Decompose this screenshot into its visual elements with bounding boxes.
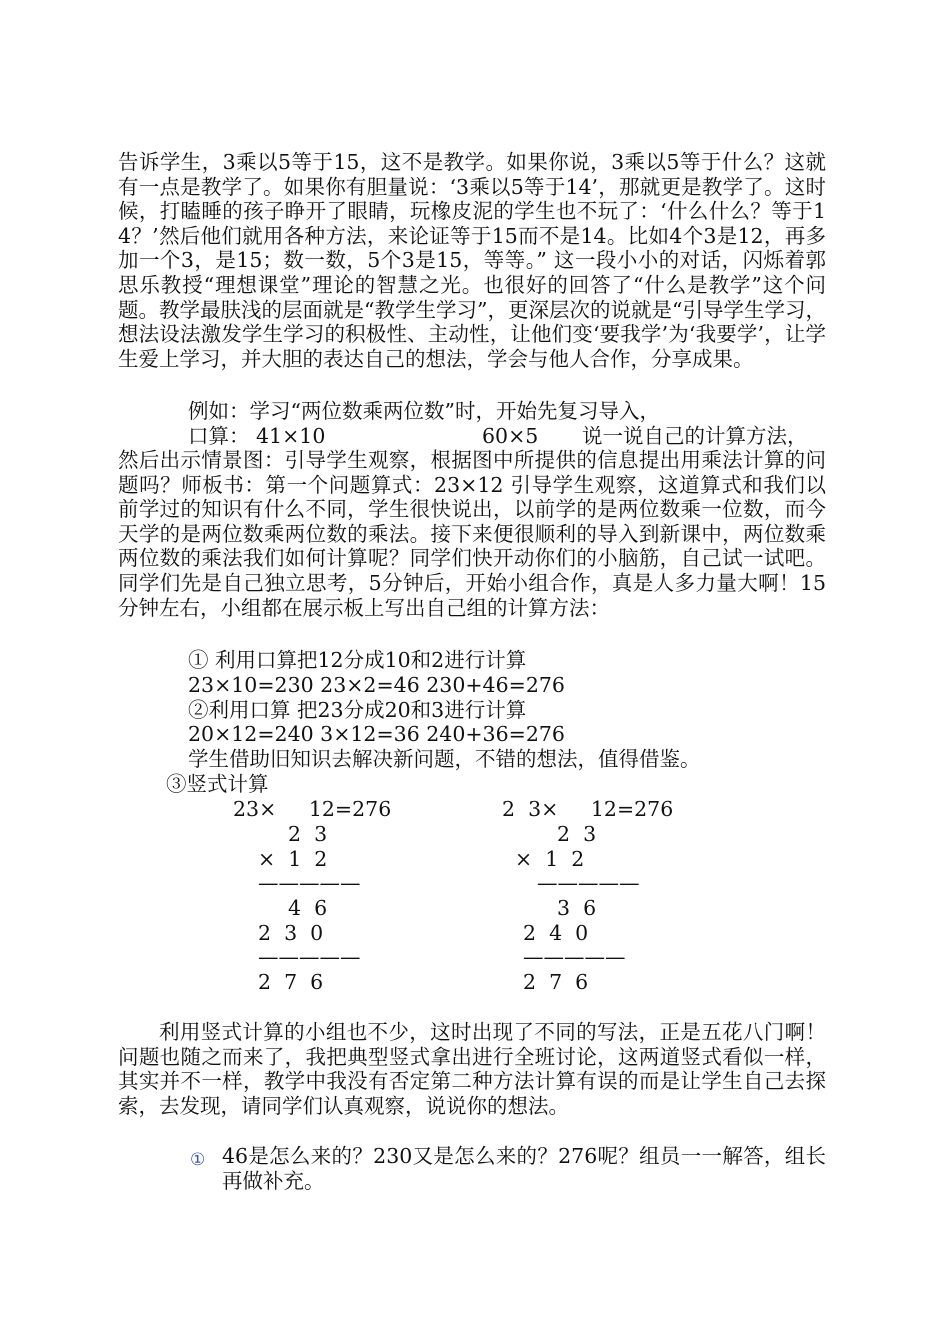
method-1-title: ① 利用口算把12分成10和2进行计算 (188, 648, 527, 672)
question-1-text: 46是怎么来的？230又是怎么来的？276呢？组员一一解答，组长再做补充。 (222, 1144, 826, 1193)
vertical-right-line-2: ————— (523, 945, 626, 969)
oral-calc-prompt: 说一说自己的计算方法， (582, 424, 808, 448)
vertical-right-row-2: × 1 2 (515, 847, 585, 871)
method-1-calc: 23×10=230 23×2=46 230+46=276 (188, 673, 565, 697)
discussion-paragraph: 利用竖式计算的小组也不少，这时出现了不同的写法，正是五花八门啊！问题也随之而来了，我把典型竖式拿出进行全班讨论，这两道竖式看似一样，其实并不一样，教学中我没有否定第二种方法计算有误的而是让学生自己去探索，去发现，请同学们认真观察，说说你的想法。 (118, 1020, 826, 1118)
vertical-right-line-1: ————— (537, 871, 640, 895)
vertical-left-result: 2 7 6 (258, 970, 324, 994)
vertical-left-row-2: × 1 2 (258, 847, 328, 871)
question-1-number: ① (190, 1150, 206, 1170)
vertical-right-equation: 2 3× 12=276 (502, 797, 674, 821)
vertical-right-row-5: 2 4 0 (523, 921, 589, 945)
method-3-title: ③竖式计算 (166, 772, 269, 796)
example-intro-line: 例如：学习“两位数乘两位数”时，开始先复习导入， (188, 399, 660, 423)
vertical-right-result: 2 7 6 (523, 970, 589, 994)
vertical-left-equation: 23× 12=276 (233, 797, 392, 821)
intro-paragraph: 告诉学生，3乘以5等于15，这不是教学。如果你说，3乘以5等于什么？这就有一点是教学了。如果你有胆量说：‘3乘以5等于14’，那就更是教学了。这时候，打瞌睡的孩子睁开了眼睛，玩橡皮泥的学生也不玩了：‘什么什么？等于14？’然后他们就用各种方法，来论证等于15而不是14。比如4个3是12，再多加一个3，是15；数一数，5个3是15，等等。” 这一段小小的对话，闪烁着郭思乐教授“理想课堂”理论的智慧之光。也很好的回答了“什么是教学”这个问题。教学最肤浅的层面就是“教学生学习”，更深层次的说就是“引导学生学习，想法设法激发学生学习的积极性、主动性，让他们变‘要我学’为‘我要学’，让学生爱上学习，并大胆的表达自己的想法，学会与他人合作，分享成果。 (118, 150, 826, 371)
vertical-right-row-4: 3 6 (557, 896, 597, 920)
vertical-left-row-4: 4 6 (288, 896, 328, 920)
method-2-comment: 学生借助旧知识去解决新问题，不错的想法，值得借鉴。 (188, 747, 701, 771)
vertical-left-line-1: ————— (258, 871, 361, 895)
lesson-paragraph: 然后出示情景图：引导学生观察，根据图中所提供的信息提出用乘法计算的问题吗？师板书：第一个问题算式：23×12 引导学生观察，这道算式和我们以前学过的知识有什么不同，学生很快说出，以前学的是两位数乘一位数，而今天学的是两位数乘两位数的乘法。接下来便很顺利的导入到新课中，两位数乘两位数的乘法我们如何计算呢？同学们快开动你们的小脑筋，自己试一试吧。同学们先是自己独立思考，5分钟后，开始小组合作，真是人多力量大啊！15分钟左右，小组都在展示板上写出自己组的计算方法： (118, 448, 826, 620)
vertical-left-line-2: ————— (258, 945, 361, 969)
oral-calc-label: 口算： 41×10 (188, 424, 326, 448)
method-2-title: ②利用口算 把23分成20和3进行计算 (188, 698, 527, 722)
method-2-calc: 20×12=240 3×12=36 240+36=276 (188, 722, 565, 746)
vertical-left-row-5: 2 3 0 (258, 921, 324, 945)
vertical-right-row-1: 2 3 (557, 822, 597, 846)
oral-calc-second: 60×5 (482, 424, 539, 448)
vertical-left-row-1: 2 3 (288, 822, 328, 846)
